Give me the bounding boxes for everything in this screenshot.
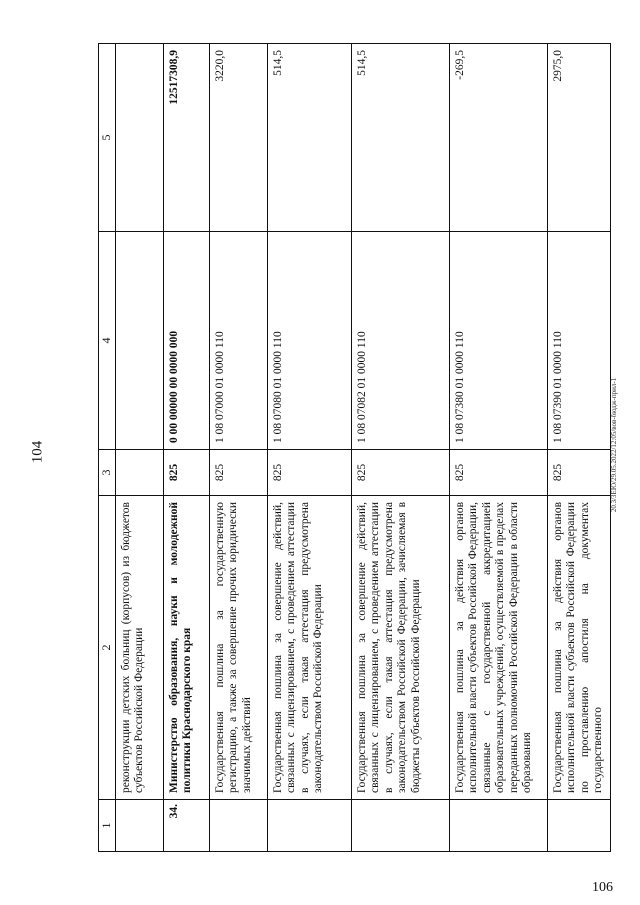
row-number: [209, 800, 267, 852]
row-sum: 514,5: [351, 44, 449, 232]
page-number-bottom: 106: [592, 880, 613, 895]
rotated-table-container: [98, 44, 604, 852]
row-sum: 2975,0: [547, 44, 610, 232]
table-header-row: [99, 44, 116, 852]
header-col-4: 4: [99, 232, 116, 450]
header-col-2: 2: [99, 496, 116, 800]
row-org-code: 825: [163, 450, 209, 496]
header-col-5: 5: [99, 44, 116, 232]
row-name: реконструкции детских больниц (корпусов) из бюджетов субъектов Российской Федерации: [115, 496, 163, 800]
page-number-top: 104: [29, 440, 46, 464]
row-org-code: 825: [267, 450, 351, 496]
table-row: [267, 44, 351, 852]
table-row: [163, 44, 209, 852]
table-row: [351, 44, 449, 852]
row-revenue-code: 1 08 07080 01 0000 110: [267, 232, 351, 450]
row-name: Министерство образования, науки и молодежной политики Краснодарского края: [163, 496, 209, 800]
table-row: [115, 44, 163, 852]
row-number: [351, 800, 449, 852]
row-number: [115, 800, 163, 852]
header-col-3: 3: [99, 450, 116, 496]
header-col-1: 1: [99, 800, 116, 852]
row-name: Государственная пошлина за совершение действий, связанных с лицензированием, с проведением аттестации в случаях, если такая аттестация предусмотрена законодательством Российской Федерации, зачисляемая в бюджеты субъектов Российской Федерации: [351, 496, 449, 800]
revenue-table: [98, 43, 611, 852]
row-sum: [115, 44, 163, 232]
table-row: [209, 44, 267, 852]
document-stamp: 20.3/ЗЕЮ/29.05.2022/12:05/вов-бюдж-прил-1: [610, 377, 618, 513]
row-revenue-code: [115, 232, 163, 450]
row-sum: 12517308,9: [163, 44, 209, 232]
row-name: Государственная пошлина за государственную регистрацию, а также за совершение прочих юридически значимых действий: [209, 496, 267, 800]
row-sum: 3220,0: [209, 44, 267, 232]
row-revenue-code: 1 08 07390 01 0000 110: [547, 232, 610, 450]
row-org-code: 825: [547, 450, 610, 496]
row-name: Государственная пошлина за действия органов исполнительной власти субъектов Российской Федерации, связанные с государственной аккредитацией образовательных учреждений, осуществляемой в пределах переданных полномочий Российской Федерации в области образования: [449, 496, 547, 800]
row-revenue-code: 1 08 07082 01 0000 110: [351, 232, 449, 450]
row-sum: -269,5: [449, 44, 547, 232]
row-name: Государственная пошлина за действия органов исполнительной власти субъектов Российской Федерации по проставлению апостиля на документах государственного: [547, 496, 610, 800]
row-revenue-code: 0 00 00000 00 0000 000: [163, 232, 209, 450]
row-org-code: 825: [209, 450, 267, 496]
row-name: Государственная пошлина за совершение действий, связанных с лицензированием, с проведением аттестации в случаях, если такая аттестация предусмотрена законодательством Российской Федерации: [267, 496, 351, 800]
row-org-code: [115, 450, 163, 496]
row-sum: 514,5: [267, 44, 351, 232]
table-row: [449, 44, 547, 852]
row-number: [449, 800, 547, 852]
row-number: [547, 800, 610, 852]
row-revenue-code: 1 08 07380 01 0000 110: [449, 232, 547, 450]
row-number: [267, 800, 351, 852]
row-org-code: 825: [351, 450, 449, 496]
row-number: 34.: [163, 800, 209, 852]
row-revenue-code: 1 08 07000 01 0000 110: [209, 232, 267, 450]
row-org-code: 825: [449, 450, 547, 496]
table-row: [547, 44, 610, 852]
